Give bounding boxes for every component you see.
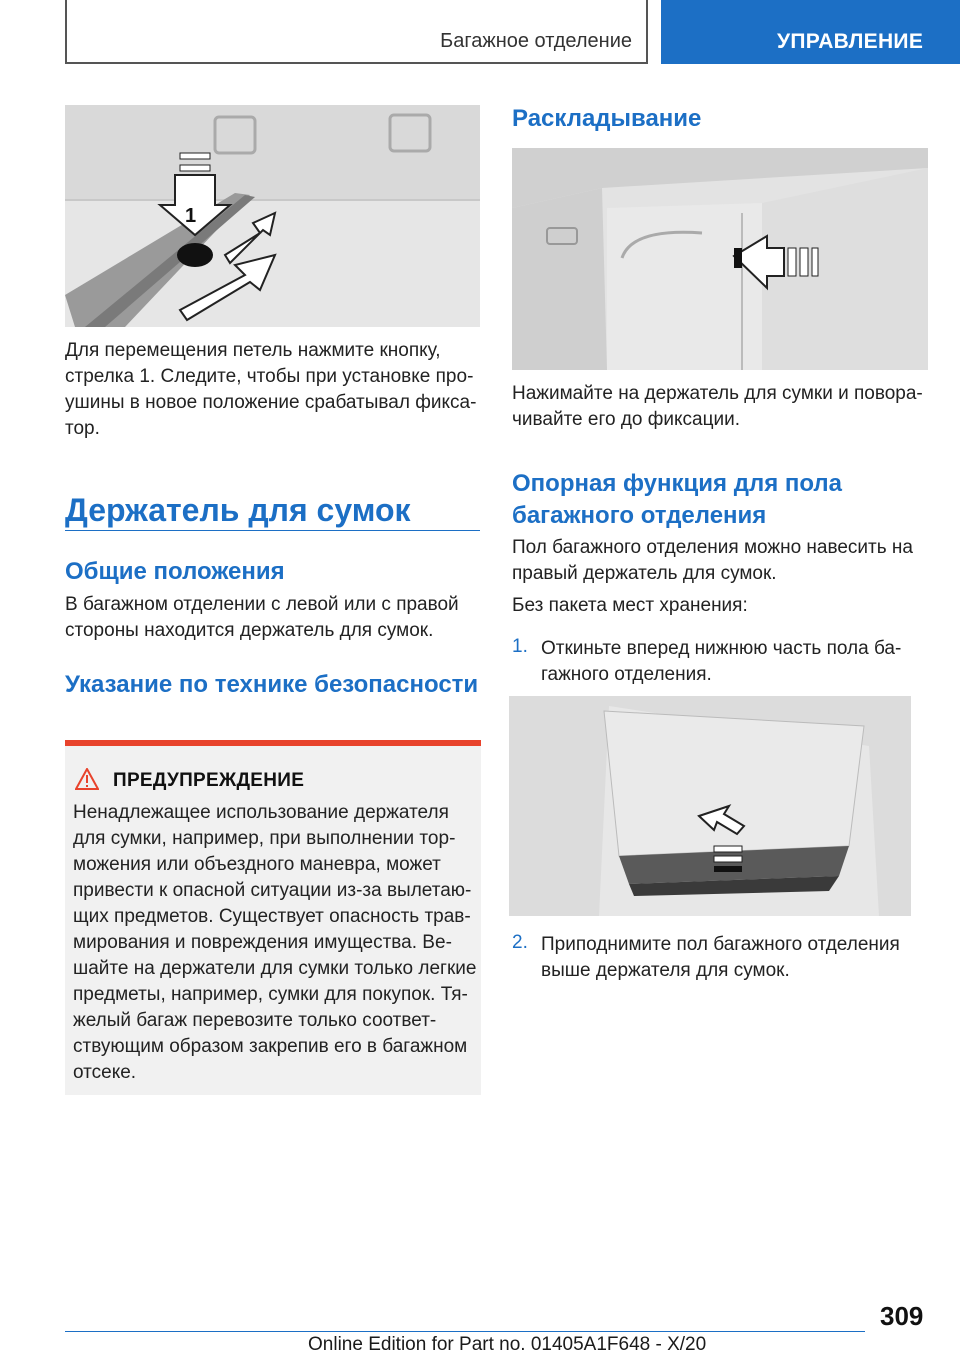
header-section-title: Багажное отделение (440, 30, 632, 52)
heading-safety: Указание по технике безопасности (65, 671, 479, 698)
figure-unfold-holder (512, 148, 928, 370)
heading-rule (65, 530, 480, 531)
heading-general: Общие положения (65, 558, 285, 585)
figure-strap-rail (65, 105, 480, 327)
step-1-number: 1. (512, 636, 528, 657)
heading-unfold: Раскладывание (512, 105, 702, 132)
heading-support-function: Опорная функция для пола багажного отделения (512, 470, 843, 529)
unfold-text: Нажимайте на держатель для сумки и поворачивайте его до фиксации. (512, 383, 923, 430)
without-storage-text: Без пакета мест хранения: (512, 595, 748, 616)
header-chapter-tab: УПРАВЛЕНИЕ (661, 0, 960, 64)
step-1-text: Откиньте вперед нижнюю часть пола багажного отделения. (541, 638, 902, 685)
warning-triangle-icon (75, 768, 99, 795)
general-text: В багажном отделении с левой или с правой стороны находится держатель для сумок. (65, 594, 459, 641)
step-2-number: 2. (512, 932, 528, 953)
footer-edition: Online Edition for Part no. 01405A1F648 - X/20 (308, 1334, 707, 1355)
caption-strap-move: Для перемещения петель нажмите кнопку, стрелка 1. Следите, чтобы при установке проушины в новое положение срабатывал фиксатор. (65, 340, 477, 439)
support-text: Пол багажного отделения можно навесить на правый держатель для сумок. (512, 537, 913, 584)
footer-rule (65, 1331, 865, 1332)
warning-title: ПРЕДУПРЕЖДЕНИЕ (113, 770, 305, 791)
warning-text: Ненадлежащее использование держателя для сумки, например, при выполнении торможения или объездного маневра, может привести к опасной ситуации из-за вылетающих предметов. Существует опасность травмирования и повреждения имущества. Вешайте на держатели для сумки только легкие предметы, например, сумки для покупок. Тяжелый багаж перевозите только соответствующим образом закрепив его в багажном отсеке. (73, 802, 477, 1083)
heading-bag-holder: Держатель для сумок (65, 492, 411, 528)
page-number: 309 (880, 1301, 924, 1331)
figure1-callout-label: 1 (185, 205, 197, 227)
figure-trunk-floor (509, 696, 911, 916)
header-frame (65, 0, 648, 64)
warning-box (65, 740, 481, 1095)
step-2-text: Приподнимите пол багажного отделения выше держателя для сумок. (541, 934, 900, 981)
